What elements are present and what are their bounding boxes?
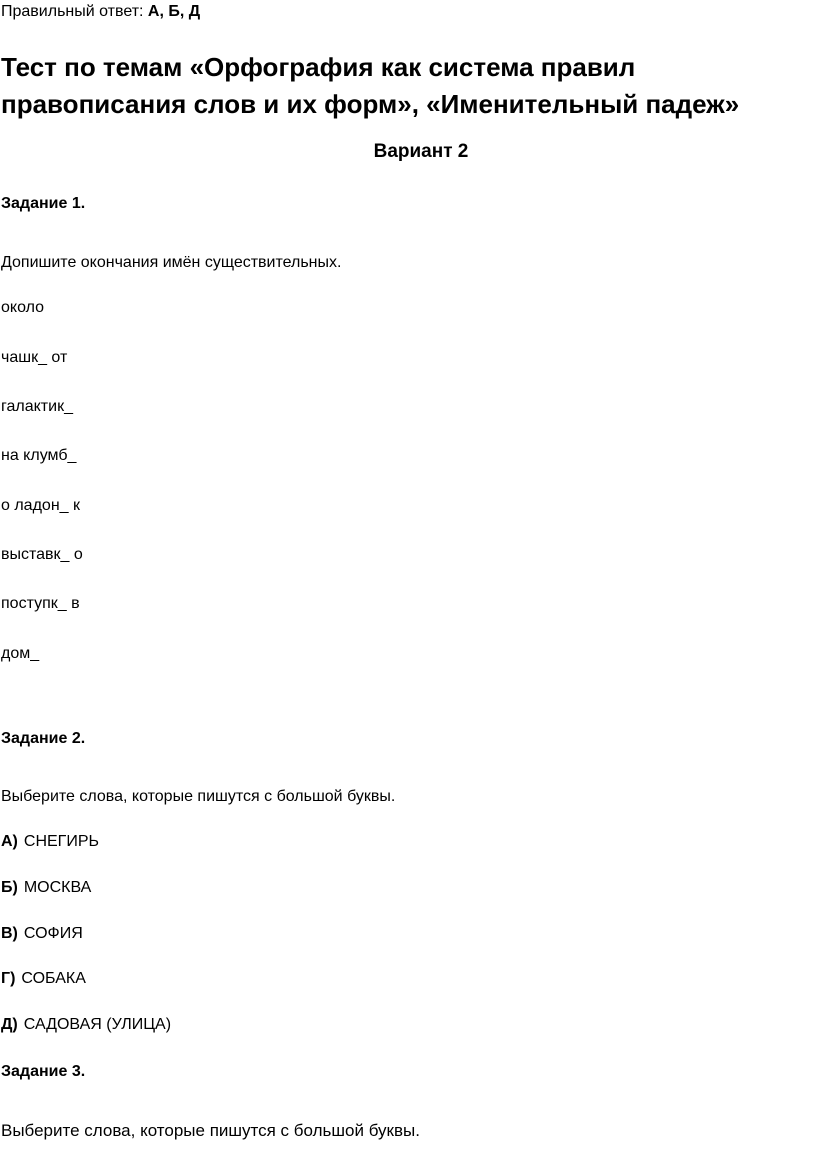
option-text: СНЕГИРЬ xyxy=(23,833,100,850)
correct-answer-label: Правильный ответ: xyxy=(1,3,148,20)
option-letter: Г) xyxy=(1,970,16,987)
task2-option-g xyxy=(1,969,86,989)
variant-heading: Вариант 2 xyxy=(373,141,469,162)
option-text: САДОВАЯ (УЛИЦА) xyxy=(23,1016,172,1033)
task1-item: галактик_ xyxy=(1,398,73,415)
option-letter: В) xyxy=(1,925,18,942)
task2-option-d xyxy=(1,1015,171,1035)
task1-item: о ладон_ к xyxy=(1,497,80,514)
task3-heading: Задание 3. xyxy=(1,1063,86,1080)
option-letter: Д) xyxy=(1,1016,18,1033)
task1-item: на клумб_ xyxy=(1,447,77,464)
correct-answer-line xyxy=(1,2,200,22)
task1-item: чашк_ от xyxy=(1,349,68,366)
option-text: СОБАКА xyxy=(21,970,86,987)
test-title: Тест по темам «Орфография как система правил правописания слов и их форм», «Именительный падеж» xyxy=(1,52,740,119)
correct-answer-value: А, Б, Д xyxy=(147,3,201,20)
task2-heading: Задание 2. xyxy=(1,730,86,747)
task1-item: около xyxy=(1,299,45,316)
option-text: МОСКВА xyxy=(23,879,92,896)
option-letter: Б) xyxy=(1,879,18,896)
task1-item: дом_ xyxy=(1,645,40,662)
task2-option-a xyxy=(1,832,99,852)
task2-instruction: Выберите слова, которые пишутся с большой буквы. xyxy=(1,788,396,805)
option-letter: А) xyxy=(1,833,18,850)
option-text: СОФИЯ xyxy=(23,925,83,942)
task2-option-v xyxy=(1,924,83,944)
task2-option-b xyxy=(1,878,91,898)
task1-item: выставк_ о xyxy=(1,546,83,563)
task1-heading: Задание 1. xyxy=(1,195,86,212)
task3-instruction: Выберите слова, которые пишутся с большой буквы. xyxy=(1,1121,420,1140)
task1-instruction: Допишите окончания имён существительных. xyxy=(1,254,342,271)
task1-item: поступк_ в xyxy=(1,595,80,612)
